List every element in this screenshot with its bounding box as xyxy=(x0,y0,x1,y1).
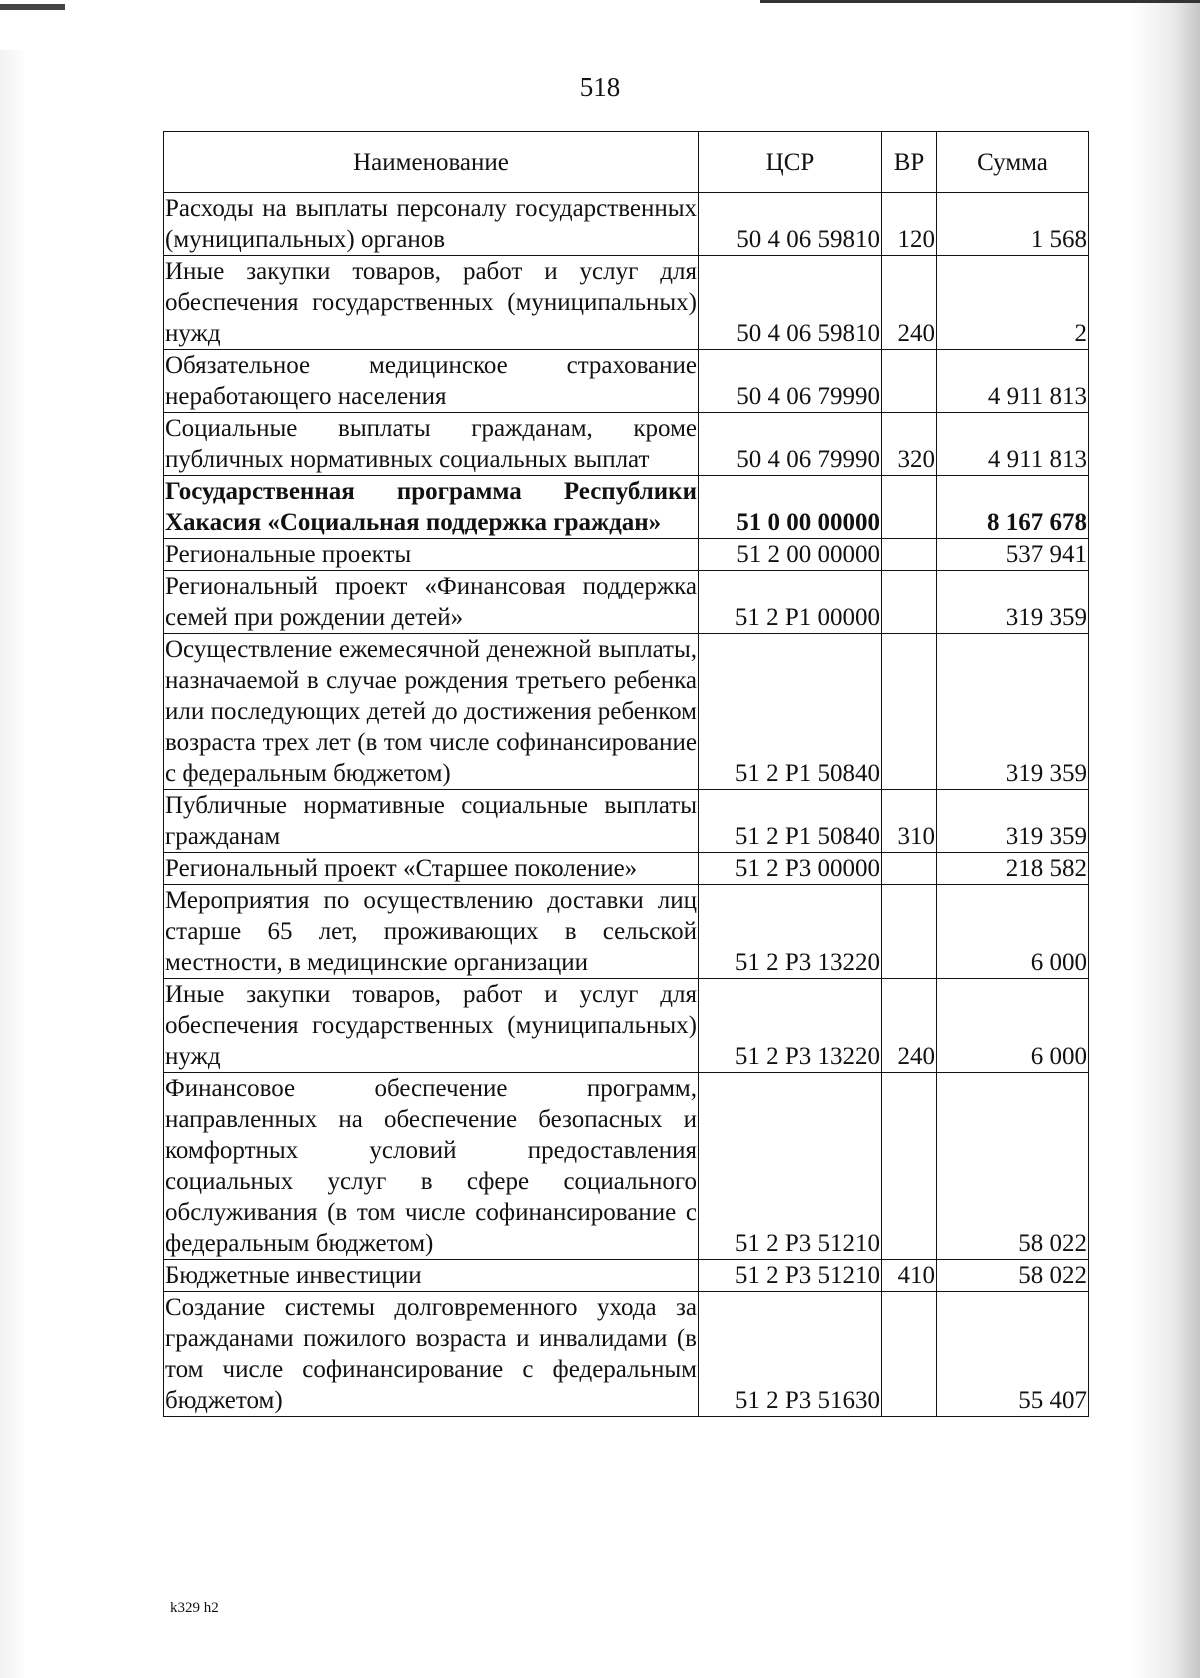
cell-sum: 8 167 678 xyxy=(937,476,1089,539)
cell-csr: 51 2 P3 51210 xyxy=(699,1260,882,1292)
cell-vr: 310 xyxy=(882,790,937,853)
header-name: Наименование xyxy=(164,132,699,193)
table-row xyxy=(164,256,1089,350)
cell-name: Государственная программа Республики Хакасия «Социальная поддержка граждан» xyxy=(164,476,699,539)
table-row xyxy=(164,979,1089,1073)
page-number: 518 xyxy=(579,72,621,102)
cell-vr: 240 xyxy=(882,979,937,1073)
cell-csr: 51 0 00 00000 xyxy=(699,476,882,539)
cell-vr xyxy=(882,634,937,790)
cell-csr: 51 2 P3 13220 xyxy=(699,885,882,979)
cell-name: Финансовое обеспечение программ, направленных на обеспечение безопасных и комфортных условий предоставления социальных услуг в сфере социального обслуживания (в том числе софинансирование с федеральным бюджетом) xyxy=(164,1073,699,1260)
cell-sum: 6 000 xyxy=(937,979,1089,1073)
table-row xyxy=(164,476,1089,539)
cell-vr: 410 xyxy=(882,1260,937,1292)
cell-vr: 120 xyxy=(882,193,937,256)
cell-csr: 51 2 P3 51210 xyxy=(699,1073,882,1260)
cell-vr xyxy=(882,885,937,979)
table-row xyxy=(164,1260,1089,1292)
cell-sum: 58 022 xyxy=(937,1073,1089,1260)
cell-name: Обязательное медицинское страхование неработающего населения xyxy=(164,350,699,413)
cell-sum: 4 911 813 xyxy=(937,350,1089,413)
cell-sum: 58 022 xyxy=(937,1260,1089,1292)
cell-csr: 50 4 06 59810 xyxy=(699,256,882,350)
header-sum: Сумма xyxy=(937,132,1089,193)
cell-sum: 2 xyxy=(937,256,1089,350)
cell-name: Региональные проекты xyxy=(164,539,699,571)
cell-sum: 1 568 xyxy=(937,193,1089,256)
table-row xyxy=(164,1073,1089,1260)
cell-name: Осуществление ежемесячной денежной выплаты, назначаемой в случае рождения третьего ребенка или последующих детей до достижения ребенком возраста трех лет (в том числе софинансирование с федеральным бюджетом) xyxy=(164,634,699,790)
cell-vr xyxy=(882,853,937,885)
header-csr: ЦСР xyxy=(699,132,882,193)
cell-vr xyxy=(882,1073,937,1260)
cell-csr: 50 4 06 59810 xyxy=(699,193,882,256)
cell-name: Социальные выплаты гражданам, кроме публичных нормативных социальных выплат xyxy=(164,413,699,476)
cell-vr: 240 xyxy=(882,256,937,350)
cell-sum: 6 000 xyxy=(937,885,1089,979)
scan-edge-top xyxy=(760,0,1200,11)
cell-vr xyxy=(882,350,937,413)
table-row xyxy=(164,571,1089,634)
footer-code: k329 h2 xyxy=(170,1600,219,1616)
table-row xyxy=(164,885,1089,979)
cell-sum: 319 359 xyxy=(937,790,1089,853)
cell-csr: 51 2 P3 51630 xyxy=(699,1292,882,1417)
cell-csr: 50 4 06 79990 xyxy=(699,413,882,476)
cell-name: Иные закупки товаров, работ и услуг для обеспечения государственных (муниципальных) нужд xyxy=(164,256,699,350)
cell-csr: 51 2 P1 50840 xyxy=(699,634,882,790)
cell-sum: 319 359 xyxy=(937,634,1089,790)
budget-table xyxy=(163,131,1089,1417)
table-row xyxy=(164,790,1089,853)
cell-name: Региональный проект «Старшее поколение» xyxy=(164,853,699,885)
cell-vr: 320 xyxy=(882,413,937,476)
table-row xyxy=(164,350,1089,413)
cell-name: Публичные нормативные социальные выплаты гражданам xyxy=(164,790,699,853)
scan-shadow-right xyxy=(1130,0,1200,1678)
table-header-row xyxy=(164,132,1089,193)
table-row xyxy=(164,634,1089,790)
table-row xyxy=(164,853,1089,885)
table-body xyxy=(164,193,1089,1417)
table-row xyxy=(164,193,1089,256)
cell-vr xyxy=(882,539,937,571)
cell-sum: 218 582 xyxy=(937,853,1089,885)
cell-name: Иные закупки товаров, работ и услуг для обеспечения государственных (муниципальных) нужд xyxy=(164,979,699,1073)
table-row xyxy=(164,539,1089,571)
scan-mark-top-left xyxy=(0,4,65,10)
table-row xyxy=(164,413,1089,476)
cell-name: Региональный проект «Финансовая поддержка семей при рождении детей» xyxy=(164,571,699,634)
cell-vr xyxy=(882,571,937,634)
cell-sum: 55 407 xyxy=(937,1292,1089,1417)
cell-sum: 319 359 xyxy=(937,571,1089,634)
cell-sum: 537 941 xyxy=(937,539,1089,571)
scan-shadow-left xyxy=(0,50,26,1678)
cell-csr: 51 2 P1 50840 xyxy=(699,790,882,853)
cell-name: Расходы на выплаты персоналу государственных (муниципальных) органов xyxy=(164,193,699,256)
cell-name: Мероприятия по осуществлению доставки лиц старше 65 лет, проживающих в сельской местности, в медицинские организации xyxy=(164,885,699,979)
cell-sum: 4 911 813 xyxy=(937,413,1089,476)
cell-csr: 51 2 P1 00000 xyxy=(699,571,882,634)
header-vr: ВР xyxy=(882,132,937,193)
cell-name: Бюджетные инвестиции xyxy=(164,1260,699,1292)
cell-csr: 51 2 P3 00000 xyxy=(699,853,882,885)
cell-vr xyxy=(882,1292,937,1417)
cell-csr: 50 4 06 79990 xyxy=(699,350,882,413)
cell-csr: 51 2 00 00000 xyxy=(699,539,882,571)
cell-csr: 51 2 P3 13220 xyxy=(699,979,882,1073)
cell-name: Создание системы долговременного ухода за гражданами пожилого возраста и инвалидами (в том числе софинансирование с федеральным бюджетом) xyxy=(164,1292,699,1417)
cell-vr xyxy=(882,476,937,539)
table-row xyxy=(164,1292,1089,1417)
